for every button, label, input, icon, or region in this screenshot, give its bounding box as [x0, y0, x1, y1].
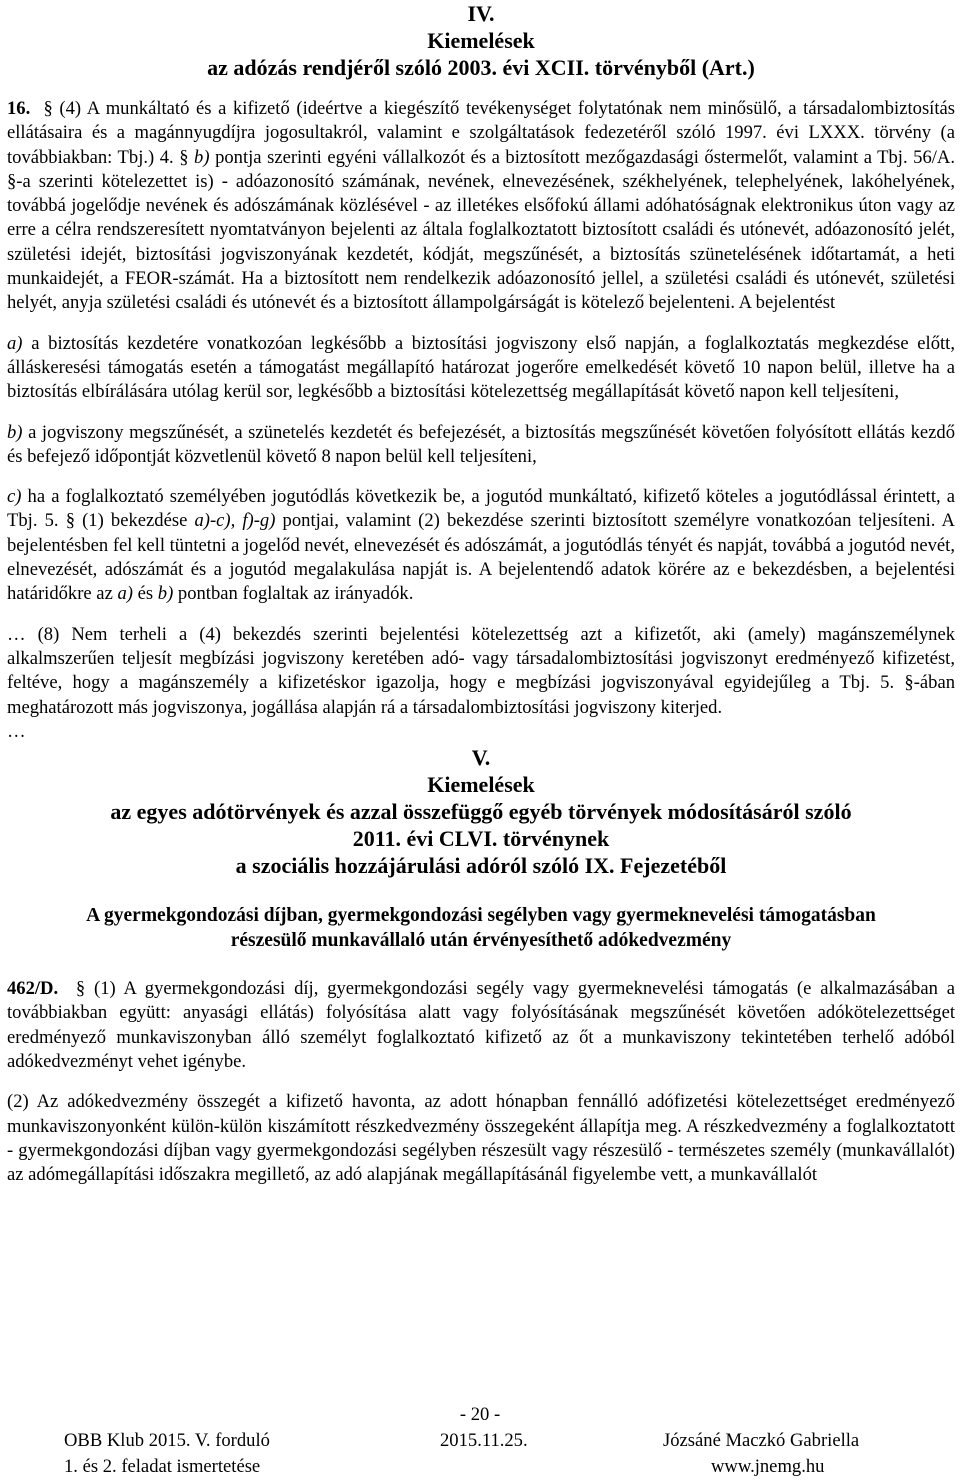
item-label: c): [7, 486, 22, 508]
paragraph-16-4: [7, 97, 955, 316]
paragraph-8: [7, 623, 955, 720]
footer-author: Józsáné Maczkó Gabriella: [663, 1430, 860, 1451]
section-v-numeral: V.: [471, 745, 491, 771]
paragraph-text: -a szerinti kötelezettet is) - adóazonosító számának, nevének, elnevezésének, székhelyének, telephelyének, lakóhelyének, továbbá jogelődje nevének és adószámának közlésével - az illetékes elsőfokú állami adóhatóságnak elektronikus úton vagy az erre a célra rendszeresített nyomtatványon bejelenti az általa foglalkoztatott biztosított családi és utónevét, adóazonosító jelét, születési idejét, biztosítási jogviszonyának kezdetét, kódját, megszűnését, a biztosítás szünetelésének időtartamát, a heti munkaidejét, a FEOR-számát. Ha a biztosított nem rendelkezik adóazonosító jellel, a születési családi és utónevét, születési helyét, anyja születési családi és utónevét és a biztosított állampolgárságát is kötelező bejelenteni. A bejelentést: [7, 170, 955, 314]
list-item-b: [7, 421, 955, 470]
section-sign: §: [75, 978, 86, 1000]
section-iv-heading: [7, 0, 955, 81]
paragraph-text: (1) A gyermekgondozási díj, gyermekgondozási segély vagy gyermeknevelési támogatás (e alkalmazásában a továbbiakban együtt: anyasági ellátás) folyósítása alatt vagy folyósításának megszűnését követően adókötelezettséget eredményező munkaviszonyban álló személyt foglalkoztató kifizető az őt a munkaviszony tekintetében terhelő adóból adókedvezményt vehet igénybe.: [7, 978, 956, 1073]
item-text: (1) bekezdése: [74, 510, 195, 532]
footer-task: 1. és 2. feladat ismertetése: [64, 1456, 261, 1477]
paragraph-number: 462/D.: [7, 978, 59, 1000]
point-reference: a): [117, 583, 133, 605]
footer-website[interactable]: www.jnemg.hu: [711, 1456, 825, 1477]
section-v-subtitle-line2: 2011. évi CLVI. törvénynek: [352, 826, 610, 852]
paragraph-text: -ában meghatározott más jogviszonya, jogállása alapján rá a társadalombiztosítási jogviszony kiterjed.: [7, 672, 955, 718]
section-iv-subtitle: az adózás rendjéről szóló 2003. évi XCII. törvényből (Art.): [207, 55, 755, 80]
document-body: [7, 0, 955, 1188]
item-text: pontban foglaltak az irányadók.: [173, 583, 414, 605]
paragraph-text: (4) A munkáltató és a kifizető (ideértve a kiegészítő tevékenységet folytatónak nem minősülő, a társadalombiztosítás ellátásaira és a magánnyugdíjra jogosultakról, valamint e szolgáltatások fedezetéről szóló 1997. évi LXXX. törvény (a továbbiakban: Tbj.) 4.: [7, 98, 955, 168]
item-label: a): [7, 332, 23, 354]
item-text: ha a foglalkoztató személyében jogutódlás következik be, a jogutód munkáltató, kifizető köteles a jogutódlással érintett, a Tbj. 5.: [7, 486, 955, 532]
section-iv-numeral: IV.: [467, 1, 495, 26]
point-reference: a)-c), f)-g): [194, 510, 276, 532]
section-sign: §: [43, 98, 53, 119]
page-footer: [0, 1402, 960, 1480]
subheading-line1: A gyermekgondozási díjban, gyermekgondozási segélyben vagy gyermeknevelési támogatásban: [86, 905, 876, 927]
section-v-subtitle-line1: az egyes adótörvények és azzal összefüggő egyéb törvények módosításáról szóló: [110, 799, 852, 825]
section-v-title: Kiemelések: [427, 772, 535, 798]
paragraph-462d-1: [7, 977, 955, 1074]
paragraph-text: … (8) Nem terheli a (4) bekezdés szerinti bejelentési kötelezettség azt a kifizetőt, aki (amely) magánszemélynek alkalmszerűen teljesít megbízási jogviszony keretében adó- vagy társadalombiztosítási jogviszonyt eredményező kifizetést, feltéve, hogy a magánszemély a kifizetéskor igazolja, hogy e megbízási jogviszonyával egyidejűleg a Tbj. 5.: [7, 623, 955, 694]
section-iv-title: Kiemelések: [427, 28, 535, 53]
point-reference: b): [188, 146, 210, 168]
section-sign: §: [904, 672, 914, 694]
item-label: b): [7, 421, 23, 443]
section-sign: §: [179, 146, 189, 168]
item-text: és: [132, 583, 158, 605]
section-v-subheading: [7, 903, 955, 953]
page-number: - 20 -: [459, 1404, 501, 1425]
subheading-line2: részesülő munkavállaló után érvényesíthető adókedvezmény: [230, 930, 732, 952]
section-v-subtitle-line3: a szociális hozzájárulási adóról szóló IX. Fejezetéből: [235, 853, 727, 879]
section-sign: §: [7, 170, 17, 192]
paragraph-number: 16.: [7, 98, 31, 119]
item-text: pontjai, valamint (2) bekezdése szerinti biztosított személyre vonatkozóan teljesíteni. A bejelentésben fel kell tüntetni a jogelőd nevét, elnevezését és adószámát, a jogutódlás tényét és napját, továbbá a jogutód nevét, elnevezését, adószámát és a jogutód megalakulása napját is. A bejelentendő adatok körére az e bekezdésben, a bejelentési határidőkre az: [7, 510, 955, 605]
section-v-heading: [7, 744, 955, 879]
item-text: a biztosítás kezdetére vonatkozóan legkésőbb a biztosítási jogviszony első napján, a foglalkoztatás megkezdése előtt, álláskeresési támogatás esetén a támogatást megállapító határozat jogerőre emelkedését követő 10 napon belül, illetve ha a biztosítás elbírálására utólag kerül sor, legkésőbb a biztosítási kötelezettség megállapítását követő napon kell teljesíteni,: [7, 332, 955, 403]
section-sign: §: [65, 510, 75, 532]
item-text: a jogviszony megszűnését, a szünetelés kezdetét és befejezését, a biztosítás megszűnését követően folyósított ellátás kezdő és befejező időpontját közvetlenül követő 8 napon belül kell teljesíteni,: [7, 421, 955, 467]
list-item-a: [7, 332, 955, 405]
list-item-c: [7, 485, 955, 606]
paragraph-462d-2: (2) Az adókedvezmény összegét a kifizető havonta, az adott hónapban fennálló adófizetési kötelezettséget eredményező munkaviszonyonként külön-külön kiszámított részkedvezmény összegeként állapítja meg. A részkedvezmény a foglalkoztatott - gyermekgondozási díjban vagy gyermekgondozási segélyben részesült vagy részesülő - természetes személy (munkavállalót) az adómegállapítási időszakra megillető, az adó alapjának megállapításánál figyelembe vett, a munkavállalót: [7, 1091, 955, 1186]
footer-event: OBB Klub 2015. V. forduló: [64, 1430, 270, 1451]
point-reference: b): [157, 583, 174, 605]
paragraph-text: pontja szerinti egyéni vállalkozót és a biztosított mezőgazdasági őstermelőt, valamint a Tbj. 56/A.: [209, 146, 955, 168]
footer-date: 2015.11.25.: [440, 1430, 528, 1451]
ellipsis: …: [7, 720, 26, 742]
